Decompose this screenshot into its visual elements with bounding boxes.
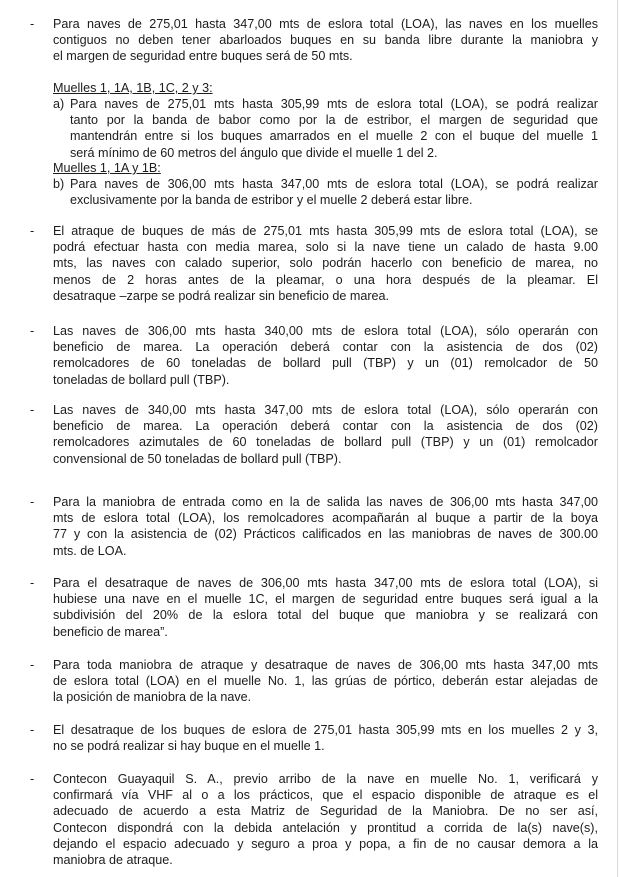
text-line: beneficio de marea. La operación deberá contar con la asistencia de dos (02): [53, 340, 598, 355]
text-line: El atraque de buques de más de 275,01 mts hasta 305,99 mts de eslora total (LOA), se: [53, 224, 598, 238]
subsection-heading-a: Muelles 1, 1A, 1B, 1C, 2 y 3:: [53, 81, 213, 95]
text-line: Para el desatraque de naves de 306,00 mts hasta 347,00 mts de eslora total (LOA), si: [53, 576, 598, 590]
text-line: desatraque –zarpe se podrá realizar sin beneficio de marea.: [53, 288, 390, 303]
text-line: será mínimo de 60 metros del ángulo que divide el muelle 1 del 2.: [70, 145, 438, 160]
subsection-b-text: [70, 176, 598, 208]
paragraph-text: [53, 402, 598, 467]
subsection-heading-b: Muelles 1, 1A y 1B:: [53, 161, 161, 175]
paragraph-text: [53, 323, 598, 388]
text-line: confirmará vía VHF al o a los prácticos, que el espacio disponible de atraque es el: [53, 788, 598, 803]
paragraph-text: [53, 16, 598, 65]
text-line: hubiese una nave en el muelle 1C, el margen de seguridad entre buques será igual a la: [53, 592, 598, 607]
text-line: la posición de maniobra de la nave.: [53, 690, 252, 705]
bullet: -: [30, 17, 35, 31]
bullet: -: [30, 576, 35, 590]
list-marker-a: a): [53, 97, 65, 111]
paragraph-text: [53, 771, 598, 868]
bullet: -: [30, 495, 35, 509]
page-edge-divider: [617, 0, 618, 877]
text-line: exclusivamente por la banda de estribor y el muelle 2 deberá estar libre.: [70, 193, 473, 208]
text-line: de eslora total (LOA) en el muelle No. 1, las grúas de pórtico, deberán estar alejadas de: [53, 674, 598, 689]
paragraph-text: [53, 722, 598, 754]
text-line: maniobra de atraque.: [53, 852, 173, 867]
bullet: -: [30, 324, 35, 338]
text-line: Para naves de 275,01 mts hasta 305,99 mts de eslora total (LOA), se podrá realizar: [70, 97, 598, 111]
text-line: el margen de seguridad entre buques será de 50 mts.: [53, 49, 353, 64]
text-line: subdivisión del 20% de la eslora total del buque que maniobra y se realizará con: [53, 608, 598, 623]
text-line: adecuado de acuerdo a esta Matriz de Seguridad de la Maniobra. De no ser así,: [53, 804, 598, 819]
text-line: Las naves de 340,00 mts hasta 347,00 mts de eslora total (LOA), sólo operarán con: [53, 403, 598, 417]
text-line: podrá efectuar hasta con media marea, solo si la nave tiene un calado de hasta 9.00: [53, 240, 598, 255]
bullet: -: [30, 772, 35, 786]
bullet: -: [30, 403, 35, 417]
text-line: 77 y con la asistencia de (02) Prácticos calificados en las maniobras de naves de 300.00: [53, 527, 598, 542]
text-line: remolcadores azimutales de 60 toneladas de bollard pull (TBP) y un (01) remolcador: [53, 435, 598, 450]
subsection-a-text: [70, 96, 598, 161]
text-line: Las naves de 306,00 mts hasta 340,00 mts de eslora total (LOA), sólo operarán con: [53, 324, 598, 338]
text-line: Para toda maniobra de atraque y desatraque de naves de 306,00 mts hasta 347,00 mts: [53, 658, 598, 672]
text-line: Para naves de 306,00 mts hasta 347,00 mts de eslora total (LOA), se podrá realizar: [70, 177, 598, 191]
text-line: mts de eslora total (LOA), los remolcadores acompañarán al buque a partir de la boya: [53, 511, 598, 526]
text-line: mts, las naves con calado superior, solo podrán hacerlo con beneficio de marea, no: [53, 256, 598, 271]
list-marker-b: b): [53, 177, 65, 191]
text-line: tanto por la banda de babor como por la de estribor, el margen de seguridad que: [70, 113, 598, 128]
text-line: toneladas de bollard pull (TBP).: [53, 372, 230, 387]
bullet: -: [30, 658, 35, 672]
text-line: beneficio de marea. La operación deberá contar con la asistencia de dos (02): [53, 419, 598, 434]
text-line: dejando el espacio adecuado y seguro a proa y popa, a fin de no causar demora a la: [53, 836, 598, 851]
text-line: Contecon dispondrá con la debida antelación y prontitud a corrida de la(s) nave(s),: [53, 820, 598, 835]
paragraph-text: [53, 575, 598, 640]
bullet: -: [30, 723, 35, 737]
paragraph-text: [53, 494, 598, 559]
text-line: beneficio de marea”.: [53, 624, 168, 639]
text-line: mantendrán entre si los buques amarrados en el muelle 2 con el buque del muelle 1: [70, 129, 598, 144]
text-line: mts. de LOA.: [53, 543, 127, 558]
bullet: -: [30, 224, 35, 238]
paragraph-text: [53, 223, 598, 304]
text-line: El desatraque de los buques de eslora de 275,01 hasta 305,99 mts en los muelles 2 y 3,: [53, 723, 598, 737]
text-line: Para naves de 275,01 hasta 347,00 mts de eslora total (LOA), las naves en los muelles: [53, 17, 598, 31]
paragraph-text: [53, 657, 598, 706]
text-line: Contecon Guayaquil S. A., previo arribo de la nave en muelle No. 1, verificará y: [53, 772, 598, 786]
text-line: contiguos no deben tener abarloados buques en su banda libre durante la maniobra y: [53, 33, 598, 48]
text-line: remolcadores de 60 toneladas de bollard pull (TBP) y un (01) remolcador de 50: [53, 356, 598, 371]
text-line: no se podrá realizar si hay buque en el muelle 1.: [53, 739, 325, 754]
text-line: Para la maniobra de entrada como en la de salida las naves de 306,00 mts hasta 347,00: [53, 495, 598, 509]
text-line: convensional de 50 toneladas de bollard pull (TBP).: [53, 451, 342, 466]
text-line: menos de 2 horas antes de la pleamar, o una hora después de la pleamar. El: [53, 272, 598, 287]
